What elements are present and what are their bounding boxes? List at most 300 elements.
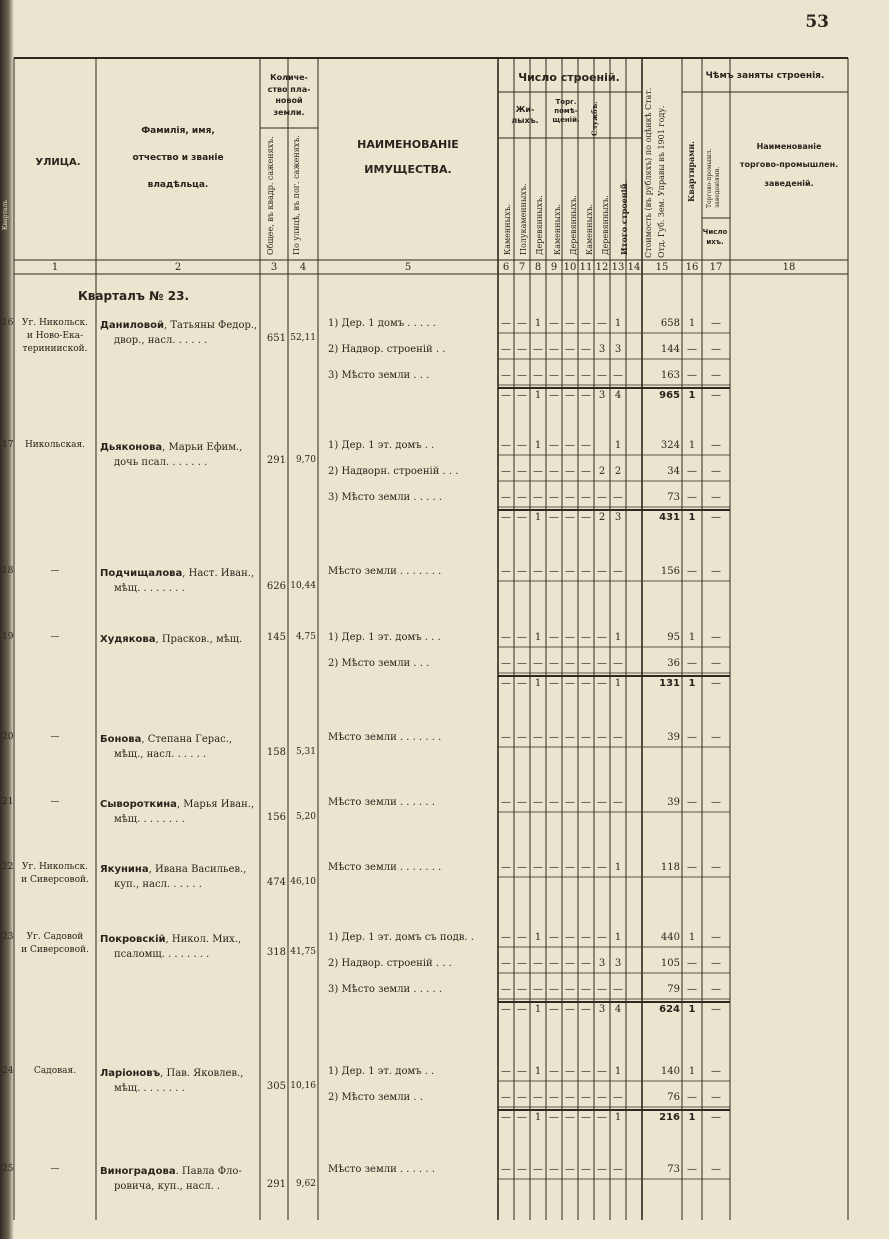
building-count: — [549, 492, 559, 503]
column-number: 14 [627, 262, 641, 273]
property-line: 2) Надвор. строеній . . [328, 344, 446, 355]
column-number: 9 [550, 262, 558, 273]
building-count: — [581, 732, 591, 743]
street-name: — [50, 632, 60, 642]
building-count: — [501, 797, 511, 808]
building-count: — [533, 958, 543, 969]
street-frontage: 41,75 [290, 947, 316, 957]
total-building-count: 1 [534, 390, 542, 401]
header-land-street: По улицѣ, въ пог. саженяхъ. [292, 135, 301, 255]
building-count: — [517, 658, 527, 669]
owner-name: Виноградова. Павла Фло- ровича, куп., насл. . [100, 1166, 242, 1192]
quarter-title: Кварталъ № 23. [78, 289, 189, 303]
property-line: 1) Дер. 1 домъ . . . . . [328, 318, 436, 329]
building-count: — [501, 318, 511, 329]
street-frontage: 9,62 [295, 1179, 316, 1189]
total-building-count: — [565, 512, 575, 523]
street-name: — [50, 797, 60, 807]
owner-surname: Дьяконова [100, 442, 163, 453]
header-occupied: Чѣмъ заняты строенія. [705, 71, 825, 81]
building-count: — [565, 1092, 575, 1103]
total-building-count: 4 [614, 390, 622, 401]
building-count: — [613, 658, 623, 669]
header-trade-ind: Торгово-промышл. заведеніями. [706, 148, 721, 208]
total-trade: — [711, 1004, 721, 1015]
column-number: 4 [299, 262, 307, 273]
street-name: Садовая. [33, 1066, 77, 1076]
total-building-count: — [549, 390, 559, 401]
column-number: 6 [502, 262, 510, 273]
apartments-count: — [687, 1164, 697, 1175]
owner-surname: Покровскій [100, 934, 166, 945]
building-count: 1 [534, 318, 542, 329]
building-count: — [501, 370, 511, 381]
building-count: — [501, 1066, 511, 1077]
apartments-count: 1 [688, 440, 696, 451]
total-building-count: — [581, 1112, 591, 1123]
column-number: 8 [534, 262, 542, 273]
apartments-count: 1 [688, 632, 696, 643]
building-count: — [581, 370, 591, 381]
header-owner: Фамилія, имя, отчество и званіе владѣльца. [132, 126, 224, 190]
apartments-count: — [687, 984, 697, 995]
building-count: — [533, 566, 543, 577]
street-frontage: 5,31 [295, 747, 316, 757]
building-count: — [565, 1164, 575, 1175]
total-cost: 431 [659, 512, 680, 523]
building-count: — [517, 732, 527, 743]
total-building-count: — [517, 678, 527, 689]
entry-number: 16 [2, 318, 14, 328]
header-col-stone3: Каменныхъ. [585, 203, 594, 255]
property-cost: 118 [660, 862, 680, 873]
building-count: — [533, 466, 543, 477]
land-area: 651 [266, 333, 286, 344]
total-building-count: — [549, 512, 559, 523]
property-cost: 95 [667, 632, 680, 643]
building-count: — [581, 1066, 591, 1077]
building-count: — [549, 370, 559, 381]
entry-number: 18 [2, 566, 14, 576]
entry-number: 23 [2, 932, 14, 942]
apartments-count: — [687, 862, 697, 873]
property-line: Мѣсто земли . . . . . . [328, 1164, 435, 1175]
apartments-count: 1 [688, 932, 696, 943]
building-count: — [581, 797, 591, 808]
header-count-of: Число ихъ. [702, 228, 728, 246]
building-count: — [533, 797, 543, 808]
land-area: 626 [266, 581, 286, 592]
property-cost: 140 [660, 1066, 680, 1077]
property-cost: 105 [660, 958, 680, 969]
owner-surname: Бонова [100, 734, 142, 745]
owner-name: Ларіоновъ, Пав. Яковлев., мѣщ. . . . . . . . [100, 1068, 244, 1094]
header-col-halfstone: Полукаменныхъ. [519, 183, 528, 255]
trade-count: — [711, 732, 721, 743]
owner-name: Покровскій, Никол. Мих., псаломщ. . . . . . . . [100, 934, 242, 960]
building-count: — [565, 984, 575, 995]
property-line: 3) Мѣсто земли . . . . . [328, 984, 442, 995]
building-count: — [549, 1164, 559, 1175]
building-count: — [517, 492, 527, 503]
building-count: — [597, 318, 607, 329]
building-count: — [597, 492, 607, 503]
trade-count: — [711, 632, 721, 643]
building-count: — [501, 492, 511, 503]
land-area: 156 [266, 812, 286, 823]
land-area: 291 [266, 1179, 286, 1190]
total-apartments: 1 [688, 678, 696, 689]
owner-surname: Худякова [100, 634, 156, 645]
building-count: — [597, 862, 607, 873]
owner-name: Дьяконова, Марьи Ефим., дочь псал. . . . . . . [100, 442, 243, 468]
total-building-count: 1 [534, 1004, 542, 1015]
owner-surname: Ларіоновъ [100, 1068, 161, 1079]
building-count: — [581, 862, 591, 873]
header-trade-names: Наименованіе торгово-промышлен. заведеній. [739, 142, 839, 188]
total-building-count: 1 [534, 512, 542, 523]
building-count: 1 [614, 318, 622, 329]
total-apartments: 1 [688, 512, 696, 523]
building-count: — [501, 862, 511, 873]
total-building-count: 1 [534, 1112, 542, 1123]
building-count: 1 [614, 440, 622, 451]
building-count: — [581, 1164, 591, 1175]
owner-name: Даниловой, Татьяны Федор., двор., насл. . . . . . [100, 320, 258, 346]
building-count: 1 [534, 932, 542, 943]
property-cost: 440 [660, 932, 680, 943]
building-count: — [581, 318, 591, 329]
total-building-count: — [517, 1112, 527, 1123]
building-count: 3 [614, 344, 622, 355]
apartments-count: — [687, 958, 697, 969]
property-line: Мѣсто земли . . . . . . . [328, 732, 442, 743]
building-count: — [565, 958, 575, 969]
total-building-count: — [581, 678, 591, 689]
building-count: — [581, 1092, 591, 1103]
building-count: — [501, 932, 511, 943]
total-building-count: — [581, 512, 591, 523]
trade-count: — [711, 1092, 721, 1103]
building-count: — [581, 440, 591, 451]
building-count: — [549, 658, 559, 669]
building-count: — [501, 466, 511, 477]
property-line: 1) Дер. 1 эт. домъ . . [328, 1066, 435, 1077]
street-frontage: 46,10 [290, 877, 316, 887]
property-line: 1) Дер. 1 эт. домъ . . [328, 440, 435, 451]
property-cost: 163 [660, 370, 680, 381]
column-number: 13 [611, 262, 625, 273]
building-count: — [501, 658, 511, 669]
building-count: — [549, 440, 559, 451]
street-frontage: 10,16 [290, 1081, 316, 1091]
building-count: — [565, 566, 575, 577]
column-number: 5 [404, 262, 412, 273]
total-building-count: — [549, 1004, 559, 1015]
building-count: — [597, 984, 607, 995]
total-cost: 216 [659, 1112, 680, 1123]
street-frontage: 52,11 [290, 333, 316, 343]
land-area: 145 [266, 632, 286, 643]
building-count: — [501, 344, 511, 355]
column-number: 10 [563, 262, 577, 273]
total-building-count: — [549, 1112, 559, 1123]
property-line: 2) Надворн. строеній . . . [328, 466, 459, 477]
trade-count: — [711, 932, 721, 943]
total-trade: — [711, 390, 721, 401]
apartments-count: — [687, 370, 697, 381]
building-count: — [549, 932, 559, 943]
building-count: 1 [614, 1066, 622, 1077]
building-count: — [613, 732, 623, 743]
apartments-count: — [687, 466, 697, 477]
building-count: — [597, 1092, 607, 1103]
building-count: — [597, 797, 607, 808]
building-count: — [613, 797, 623, 808]
trade-count: — [711, 370, 721, 381]
building-count: — [581, 932, 591, 943]
street-name: теринииской. [22, 344, 88, 354]
owner-name: Бонова, Степана Герас., мѣщ., насл. . . . . . [100, 734, 233, 760]
property-cost: 324 [660, 440, 680, 451]
building-count: — [517, 440, 527, 451]
street-name: — [50, 566, 60, 576]
land-area: 305 [266, 1081, 286, 1092]
building-count: — [533, 492, 543, 503]
building-count: — [549, 466, 559, 477]
building-count: — [597, 658, 607, 669]
header-trade: Торг. помѣ- щеній. [552, 98, 580, 125]
building-count: — [597, 632, 607, 643]
entry-number: 17 [2, 440, 14, 450]
building-count: — [581, 492, 591, 503]
building-count: — [581, 658, 591, 669]
building-count: 2 [614, 466, 622, 477]
building-count: — [549, 566, 559, 577]
building-count: 1 [614, 632, 622, 643]
entry-number: 20 [2, 732, 14, 742]
owner-name: Худякова, Прасков., мѣщ. [100, 634, 243, 645]
building-count: — [517, 344, 527, 355]
total-building-count: — [501, 1004, 511, 1015]
building-count: — [501, 732, 511, 743]
building-count: — [533, 1164, 543, 1175]
building-count: — [613, 1092, 623, 1103]
total-building-count: 1 [534, 678, 542, 689]
land-area: 474 [266, 877, 286, 888]
property-cost: 34 [667, 466, 680, 477]
trade-count: — [711, 344, 721, 355]
header-land-qty: Количе- ство пла- новой земли. [267, 73, 311, 117]
entry-number: 21 [2, 797, 14, 807]
street-frontage: 9,70 [295, 455, 316, 465]
building-count: — [517, 797, 527, 808]
building-count: 3 [598, 958, 606, 969]
property-cost: 39 [667, 797, 680, 808]
header-street: УЛИЦА. [35, 157, 81, 168]
total-building-count: — [565, 1004, 575, 1015]
property-line: 3) Мѣсто земли . . . . . [328, 492, 442, 503]
column-number: 7 [518, 262, 526, 273]
building-count: — [613, 492, 623, 503]
column-number: 17 [709, 262, 723, 273]
property-line: Мѣсто земли . . . . . . . [328, 862, 442, 873]
total-building-count: — [565, 1112, 575, 1123]
property-line: 3) Мѣсто земли . . . [328, 370, 430, 381]
apartments-count: — [687, 344, 697, 355]
header-col-total: Итого строеній. [619, 180, 629, 255]
building-count: — [533, 370, 543, 381]
building-count: — [565, 370, 575, 381]
building-count: — [597, 370, 607, 381]
building-count: — [597, 932, 607, 943]
total-building-count: — [565, 678, 575, 689]
building-count: 3 [598, 344, 606, 355]
building-count: — [549, 862, 559, 873]
apartments-count: — [687, 658, 697, 669]
total-building-count: — [501, 1112, 511, 1123]
total-building-count: — [597, 1112, 607, 1123]
total-building-count: 3 [598, 390, 606, 401]
owner-name: Якунина, Ивана Васильев., куп., насл. . . . . . [100, 864, 247, 890]
header-apartments: Квартирами. [686, 141, 696, 202]
total-building-count: — [517, 1004, 527, 1015]
property-line: 2) Надвор. строеній . . . [328, 958, 452, 969]
building-count: — [565, 318, 575, 329]
building-count: 1 [614, 862, 622, 873]
building-count: — [517, 932, 527, 943]
building-count: — [517, 466, 527, 477]
owner-surname: Даниловой [100, 320, 164, 331]
street-name: — [50, 1164, 60, 1174]
building-count: — [613, 1164, 623, 1175]
street-name: — [50, 732, 60, 742]
apartments-count: — [687, 1092, 697, 1103]
total-apartments: 1 [688, 1004, 696, 1015]
building-count: — [549, 958, 559, 969]
header-col-wooden2: Деревянныхъ. [569, 195, 578, 255]
building-count: — [597, 566, 607, 577]
apartments-count: — [687, 732, 697, 743]
property-cost: 76 [667, 1092, 680, 1103]
apartments-count: — [687, 492, 697, 503]
building-count: — [501, 440, 511, 451]
trade-count: — [711, 492, 721, 503]
street-name: Уг. Никольск. [22, 318, 88, 328]
building-count: — [533, 344, 543, 355]
building-count: — [501, 1164, 511, 1175]
street-name: и Ново-Ека- [26, 331, 84, 341]
property-cost: 658 [660, 318, 680, 329]
header-col-wooden: Деревянныхъ. [535, 195, 544, 255]
apartments-count: — [687, 797, 697, 808]
building-count: — [613, 370, 623, 381]
apartments-count: 1 [688, 1066, 696, 1077]
building-count: — [501, 566, 511, 577]
header-service: Службъ. [590, 101, 599, 136]
entry-number: 24 [2, 1066, 14, 1076]
building-count: — [549, 797, 559, 808]
total-building-count: 1 [614, 1112, 622, 1123]
total-apartments: 1 [688, 390, 696, 401]
trade-count: — [711, 958, 721, 969]
property-line: Мѣсто земли . . . . . . [328, 797, 435, 808]
entry-number: 19 [2, 632, 14, 642]
building-count: — [533, 984, 543, 995]
building-count: — [517, 1164, 527, 1175]
total-building-count: — [501, 512, 511, 523]
building-count: — [565, 658, 575, 669]
total-cost: 965 [659, 390, 680, 401]
trade-count: — [711, 318, 721, 329]
trade-count: — [711, 1164, 721, 1175]
column-number: 3 [270, 262, 278, 273]
building-count: — [581, 958, 591, 969]
building-count: — [597, 1066, 607, 1077]
total-building-count: — [597, 678, 607, 689]
property-line: 1) Дер. 1 эт. домъ съ подв. . [328, 932, 474, 943]
building-count: — [517, 318, 527, 329]
building-count: — [501, 632, 511, 643]
header-residential: Жи- лыхъ. [511, 105, 539, 126]
building-count: — [533, 862, 543, 873]
building-count: — [517, 862, 527, 873]
total-trade: — [711, 678, 721, 689]
header-property: НАИМЕНОВАНІЕ ИМУЩЕСТВА. [357, 138, 459, 177]
building-count: — [549, 732, 559, 743]
building-count: — [549, 344, 559, 355]
building-count: — [565, 632, 575, 643]
land-area: 291 [266, 455, 286, 466]
trade-count: — [711, 862, 721, 873]
total-building-count: 1 [614, 678, 622, 689]
street-frontage: 10,44 [290, 581, 316, 591]
column-number: 11 [579, 262, 593, 273]
column-number: 15 [655, 262, 669, 273]
owner-name: Сывороткина, Марья Иван., мѣщ. . . . . . . . [100, 799, 255, 825]
trade-count: — [711, 797, 721, 808]
apartments-count: 1 [688, 318, 696, 329]
building-count: — [549, 1066, 559, 1077]
building-count: — [517, 370, 527, 381]
building-count: — [613, 984, 623, 995]
building-count: — [581, 984, 591, 995]
trade-count: — [711, 440, 721, 451]
building-count: — [533, 1092, 543, 1103]
building-count: — [517, 632, 527, 643]
total-apartments: 1 [688, 1112, 696, 1123]
land-area: 318 [266, 947, 286, 958]
street-name: и Сиверсовой. [21, 945, 89, 955]
building-count: — [565, 492, 575, 503]
total-trade: — [711, 512, 721, 523]
total-cost: 624 [659, 1004, 680, 1015]
building-count: — [501, 1092, 511, 1103]
header-cost: Стоимость (въ рубляхъ) по оцѣнкѣ Стат. Отд. Губ. Зем. Управы въ 1901 году. [644, 87, 666, 258]
entry-number: 22 [2, 862, 14, 872]
street-frontage: 5,20 [295, 812, 316, 822]
building-count: 1 [534, 1066, 542, 1077]
building-count: — [613, 566, 623, 577]
building-count: — [565, 732, 575, 743]
building-count: — [549, 632, 559, 643]
total-building-count: 2 [598, 512, 606, 523]
trade-count: — [711, 984, 721, 995]
side-label: Кварталъ [2, 200, 9, 230]
apartments-count: — [687, 566, 697, 577]
total-building-count: — [517, 390, 527, 401]
building-count: — [549, 318, 559, 329]
